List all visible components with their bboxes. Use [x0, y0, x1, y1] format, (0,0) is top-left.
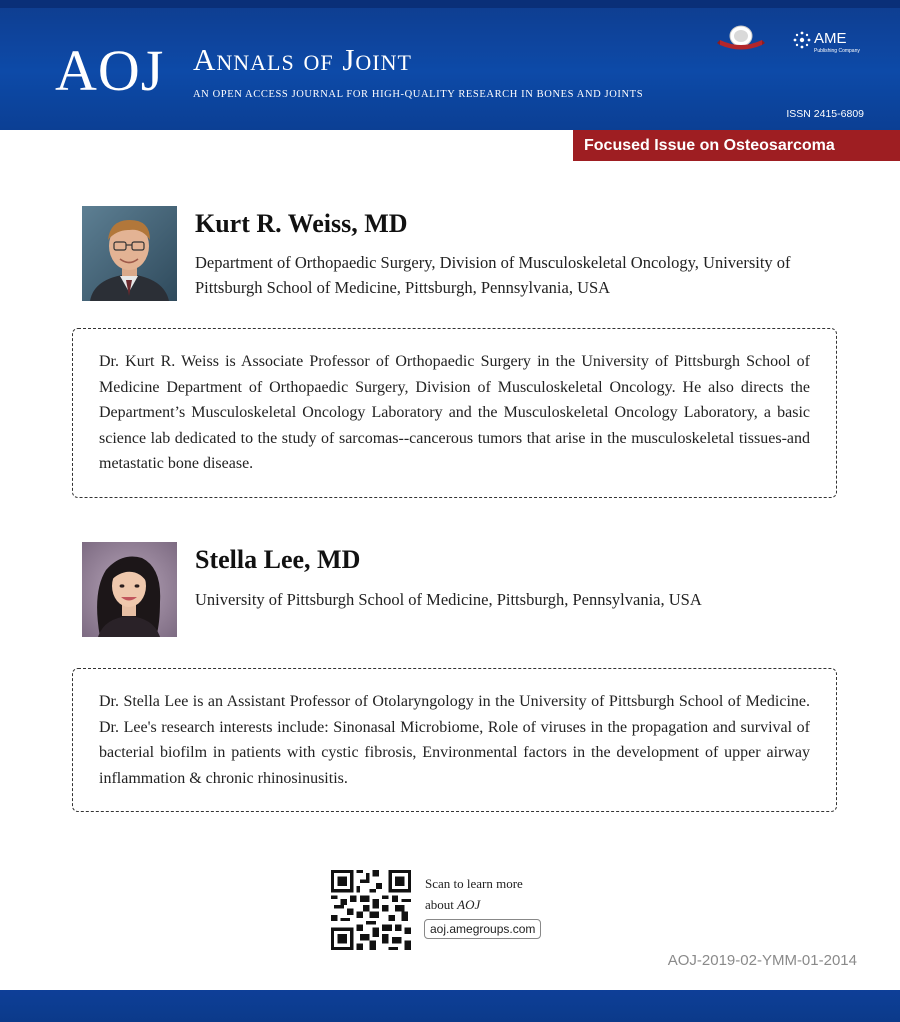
author-photo-stella-lee	[82, 542, 177, 637]
author-photo-kurt-weiss	[82, 206, 177, 301]
author-bio-box	[72, 668, 837, 812]
header-top-stripe	[0, 0, 900, 8]
scan-line-1: Scan to learn more	[425, 876, 523, 891]
ame-dots-icon	[792, 30, 812, 50]
author-bio-text: Dr. Kurt R. Weiss is Associate Professor of Orthopaedic Surgery in the University of Pittsburgh School of Medicine Department of Orthopaedic Surgery, Division of Musculoskeletal Oncology. He also directs the Department’s Musculoskeletal Oncology Laboratory and the Musculoskeletal Oncology Laboratory, a basic science lab dedicated to the study of sarcomas--cancerous tumors that arise in the musculoskeletal tissues-and metastatic bone disease.	[99, 353, 810, 472]
journal-title: Annals of Joint	[193, 42, 412, 77]
journal-header	[0, 0, 900, 130]
ame-logo-text: AME	[814, 30, 847, 47]
scan-instructions	[425, 873, 555, 915]
ame-publisher-logo	[792, 28, 864, 62]
journal-abbrev: AOJ	[457, 897, 481, 912]
author-bio-box	[72, 328, 837, 498]
scan-line-2: about AOJ	[425, 897, 481, 912]
author-bio-text: Dr. Stella Lee is an Assistant Professor of Otolaryngology in the University of Pittsburgh School of Medicine. Dr. Lee's research interests include: Sinonasal Microbiome, Role of viruses in the propagation and survival of bacterial biofilm in patients with cystic fibrosis, Environmental factors in the development of upper airway inflammation & chronic rhinosinusitis.	[99, 693, 810, 787]
focused-issue-banner: Focused Issue on Osteosarcoma	[573, 130, 900, 161]
document-id: AOJ-2019-02-YMM-01-2014	[667, 952, 857, 969]
author-name: Kurt R. Weiss, MD	[195, 209, 408, 238]
society-seal-icon	[717, 24, 765, 52]
footer-bar	[0, 990, 900, 1022]
author-affiliation: Department of Orthopaedic Surgery, Division of Musculoskeletal Oncology, University of Pittsburgh School of Medicine, Pittsburgh, Pennsylvania, USA	[195, 253, 791, 297]
journal-url-link[interactable]: aoj.amegroups.com	[424, 919, 541, 939]
journal-subtitle: AN OPEN ACCESS JOURNAL FOR HIGH-QUALITY RESEARCH IN BONES AND JOINTS	[193, 89, 644, 100]
author-affiliation: University of Pittsburgh School of Medicine, Pittsburgh, Pennsylvania, USA	[195, 590, 702, 609]
ame-logo-subtext: Publishing Company	[814, 48, 860, 54]
issn-number: ISSN 2415-6809	[786, 108, 864, 120]
author-name: Stella Lee, MD	[195, 545, 361, 574]
journal-logo: AOJ	[55, 38, 165, 103]
qr-code-icon[interactable]	[331, 870, 411, 950]
